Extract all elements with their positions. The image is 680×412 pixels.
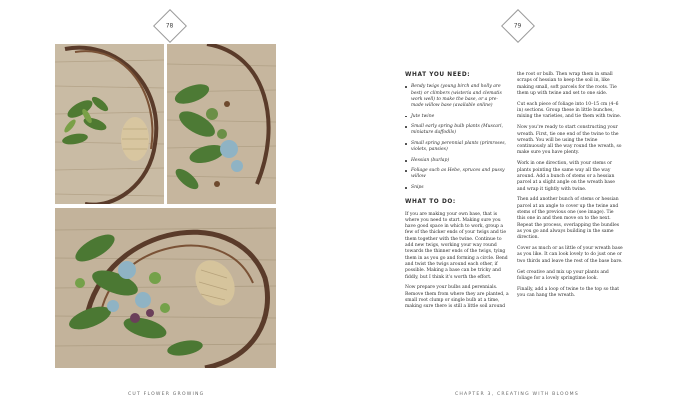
paragraph: Work in one direction, with your stems or plants pointing the same way all the way around. Add a bunch of stems or a hessian parcel at a slight angle on the wreath base and wrap it tightly with twine. <box>517 161 615 192</box>
list-item: Snips <box>405 185 510 191</box>
what-to-do-heading: WHAT TO DO: <box>405 199 456 206</box>
paragraph: Get creative and mix up your plants and foliage for a lovely springtime look. <box>517 269 609 281</box>
photo-finished-wreath <box>55 208 276 368</box>
page-number-badge <box>153 9 187 43</box>
list-item: Foliage such as Hebe, spruces and pussy willow <box>405 168 510 180</box>
paragraph: the root or bulb. Then wrap them in small scraps of hessian to keep the soil in, like making small, soft parcels for the roots. Tie them up with twine and set to one side. <box>517 72 617 96</box>
right-footer: CHAPTER 3, CREATING WITH BLOOMS <box>455 392 579 397</box>
photo-wreath-in-progress <box>167 44 276 204</box>
list-item: Hessian (burlap) <box>405 158 510 164</box>
list-item: Jute twine <box>405 114 510 120</box>
what-you-need-heading: WHAT YOU NEED: <box>405 72 471 78</box>
paragraph: Then add another bunch of stems or hessian parcel at an angle to cover up the twine and stems of the previous one (see image). Tie this one in and then move on to the next. Repeat the process, overlapping the bundles as you go and always building in the same direction. <box>517 197 620 241</box>
paragraph: Now prepare your bulbs and perennials. Remove them from where they are planted, a small root clump or single bulb at a time, making sure there is still a little soil around <box>405 285 509 310</box>
list-item: Small early spring bulb plants (Muscari, miniature daffodils) <box>405 124 510 136</box>
list-item: Small spring perennial plants (primroses, violets, pansies) <box>405 141 510 153</box>
paragraph: Finally, add a loop of twine to the top so that you can hang the wreath. <box>517 286 620 299</box>
materials-list <box>405 84 510 191</box>
text-column-1 <box>405 72 510 315</box>
right-page <box>340 0 680 412</box>
page-number: 78 <box>166 22 174 30</box>
page-number: 79 <box>514 22 522 30</box>
list-item: Bendy twigs (young birch and holly are best) or climbers (wisteria and clematis work well) to make the base, or a pre-made willow base (available online) <box>405 84 510 109</box>
text-column-2 <box>517 72 623 304</box>
left-footer: CUT FLOWER GROWING <box>128 392 205 397</box>
page-number-badge <box>501 9 535 43</box>
paragraph: Cover as much or as little of your wreath base as you like. It can look lovely to do just one or two thirds and leave the rest of the base bare. <box>517 246 623 264</box>
photo-twig-base <box>55 44 164 204</box>
paragraph: If you are making your own base, that is where you need to start. Making sure you have good space in which to work, group a few of the thicker ends of your twigs and tie them together with the twine. Continue to add new twigs, working your way round towards the thinner ends of the twigs, tying them in as you go and forming a circle. Bend and twist the twigs around each other, if possible. Making a base can be tricky and fiddly, but I think it’s worth the effort. <box>405 211 508 280</box>
paragraph: Cut each piece of foliage into 10–15 cm (4–6 in) sections. Group these in little bunches, mixing the varieties, and tie them with twine. <box>517 101 622 120</box>
paragraph: Now you’re ready to start constructing your wreath. First, tie one end of the twine to the wreath. You will be using the twine continuously all the way round the wreath, so make sure you have plenty. <box>517 125 622 156</box>
